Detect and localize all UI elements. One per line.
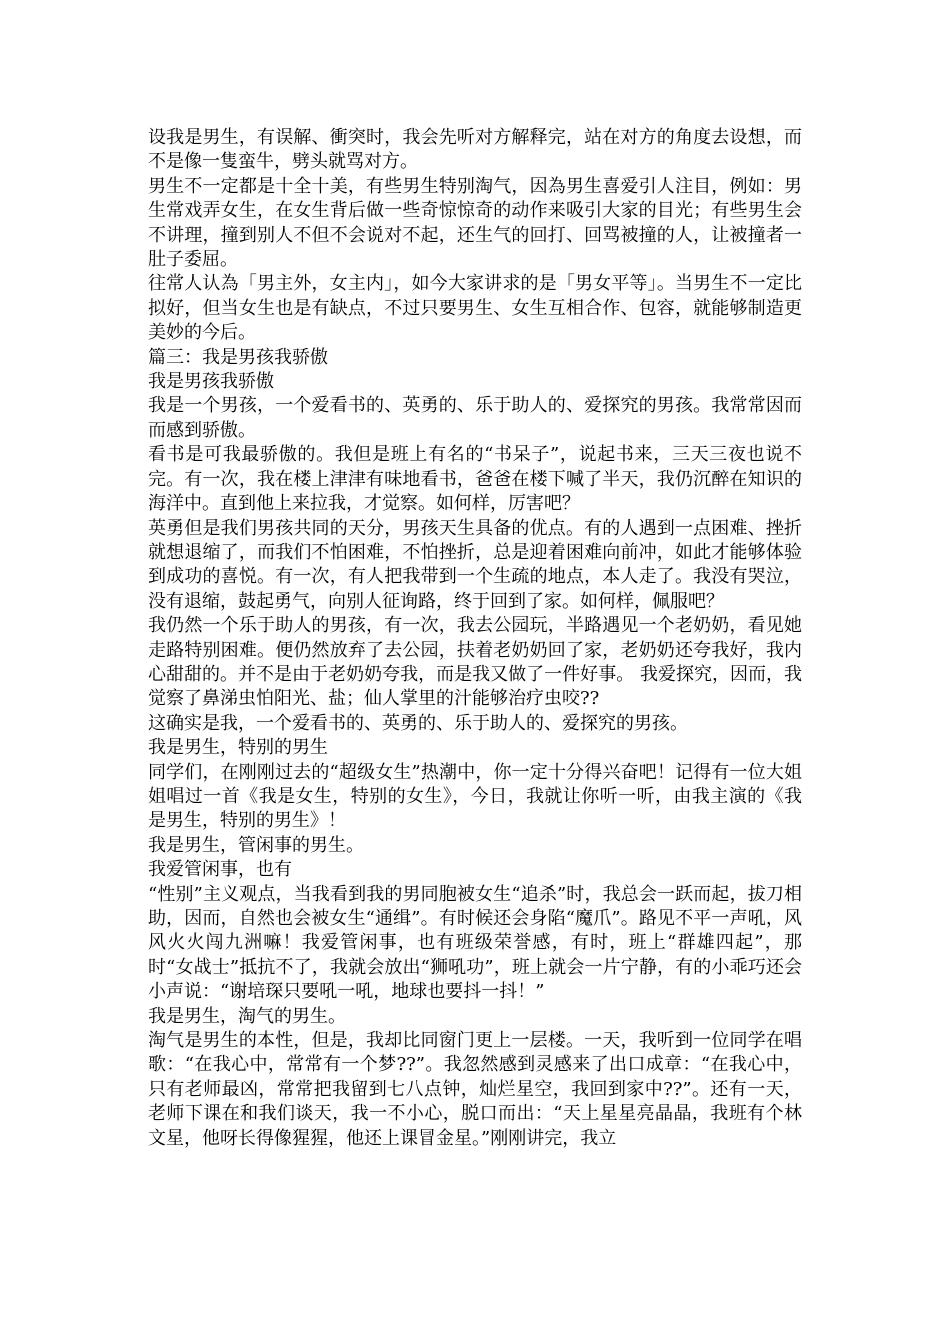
paragraph-gender-view: “性别”主义观点，当我看到我的男同胞被女生“追杀”时，我总会一跃而起，拔刀相助，因而，自然也会被女生“通缉”。有时候还会身陷“魔爪”。路见不平一声吼，风风火火闯九洲嘛！我爱管闲事，也有班级荣誉感，有时，班上“群雄四起”，那时“女战士”抵抗不了，我就会放出“狮吼功”，班上就会一片宁静，有的小乖巧还会小声说：“谢培琛只要吼一吼，地球也要抖一抖！” [148,883,802,1003]
paragraph-bravery: 英勇但是我们男孩共同的天分，男孩天生具备的优点。有的人遇到一点困难、挫折就想退缩了，而我们不怕困难，不怕挫折，总是迎着困难向前冲，如此才能够体验到成功的喜悦。有一次，有人把我带到一个生疏的地点，本人走了。我没有哭泣，没有退缩，鼓起勇气，向别人征询路，终于回到了家。如何样，佩服吧？ [148,517,802,612]
paragraph-helping-others: 我仍然一个乐于助人的男孩，有一次，我去公园玩，半路遇见一个老奶奶，看见她走路特别困难。便仍然放弃了去公园，扶着老奶奶回了家，老奶奶还夸我好，我内心甜甜的。并不是由于老奶奶夸我，而是我又做了一件好事。 我爱探究，因而，我觉察了鼻涕虫怕阳光、盐；仙人掌里的汁能够治疗虫咬?? [148,615,802,710]
essay-title-proud-boy: 我是男孩我骄傲 [148,371,274,393]
paragraph-naughty: 淘气是男生的本性，但是，我却比同窗门更上一层楼。一天，我听到一位同学在唱歌：“在我心中，常常有一个梦??”。我忽然感到灵感来了出口成章：“在我心中，只有老师最凶，常常把我留到七八点钟，灿烂星空，我回到家中??”。还有一天，老师下课在和我们谈天，我一不小心，脱口而出：“天上星星亮晶晶，我班有个林文星，他呀长得像猩猩，他还上课冒金星。”刚刚讲完，我立 [148,1030,802,1149]
paragraph-consider-perspective: 设我是男生，有误解、衝突时，我会先听对方解释完，站在对方的角度去设想，而不是像一隻蛮牛，劈头就骂对方。 [148,127,802,173]
paragraph-gender-equality: 往常人认為「男主外，女主内」，如今大家讲求的是「男女平等」。当男生不一定比拟好，但当女生也是有缺点，不过只要男生、女生互相合作、包容，就能够制造更美妙的今后。 [148,273,802,344]
subheading-nosy-boy: 我是男生，管闲事的男生。 [148,834,364,856]
paragraph-summary: 这确实是我，一个爱看书的、英勇的、乐于助人的、爱探究的男孩。 [148,712,688,734]
subheading-naughty-boy: 我是男生，淘气的男生。 [148,1005,346,1027]
paragraph-nosy-intro: 我爱管闲事，也有 [148,859,292,881]
paragraph-super-girl: 同学们，在刚刚过去的“超级女生”热潮中，你一定十分得兴奋吧！记得有一位大姐姐唱过一首《我是女生，特别的女生》，今日，我就让你听一听，由我主演的《我是男生，特别的男生》！ [148,761,802,832]
section-heading-part-three: 篇三：我是男孩我骄傲 [148,346,328,368]
paragraph-reading: 看书是可我最骄傲的。我但是班上有名的“书呆子”，说起书来，三天三夜也说不完。有一次，我在楼上津津有味地看书，爸爸在楼下喊了半天，我仍沉醉在知识的海洋中。直到他上来拉我，才觉察。如何样，厉害吧？ [148,444,802,515]
essay-title-special-boy: 我是男生，特别的男生 [148,737,328,759]
paragraph-intro-boy: 我是一个男孩，一个爱看书的、英勇的、乐于助人的、爱探究的男孩。我常常因而而感到骄傲。 [148,395,802,441]
document-page [148,126,802,1151]
paragraph-boys-not-perfect: 男生不一定都是十全十美，有些男生特别淘气，因為男生喜爱引人注目，例如：男生常戏弄女生，在女生背后做一些奇惊惊奇的动作来吸引大家的目光；有些男生会不讲理，撞到别人不但不会说对不起，还生气的回打、回骂被撞的人，让被撞者一肚子委屈。 [148,175,802,271]
